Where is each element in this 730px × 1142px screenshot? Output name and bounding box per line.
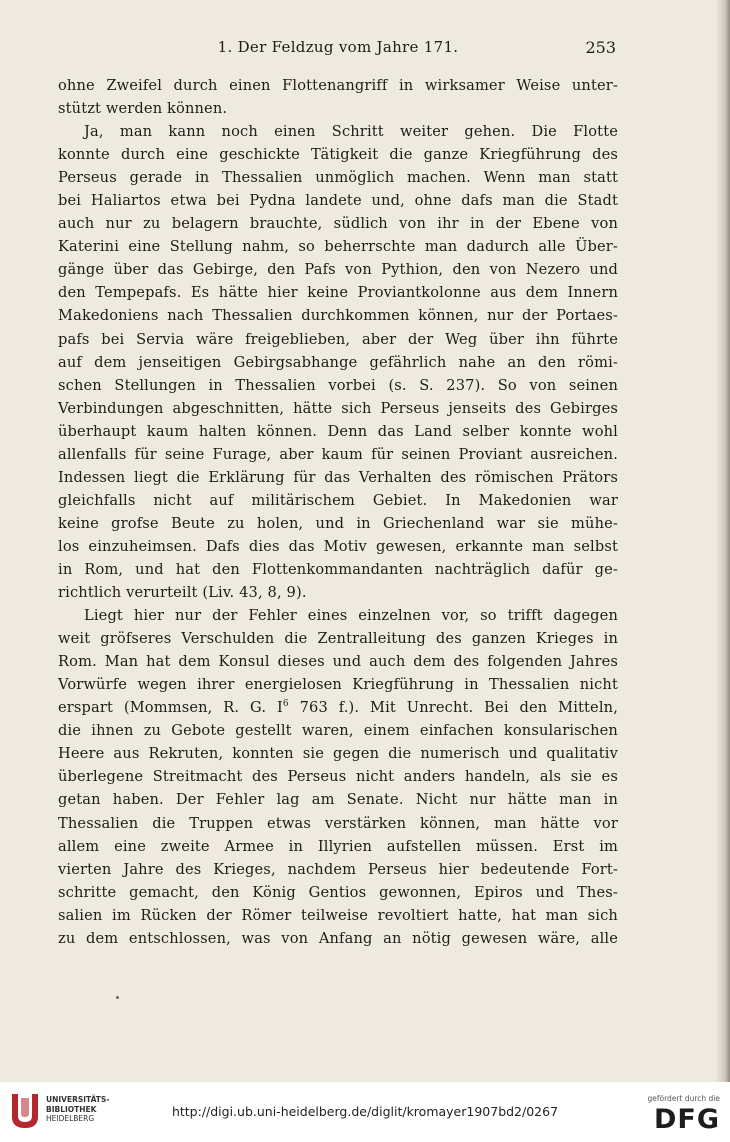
text-line: schritte gemacht, den König Gentios gewonnen, Epiros und Thes-: [58, 883, 618, 901]
text-line: schen Stellungen in Thessalien vorbei (s. S. 237). So von seinen: [58, 376, 618, 394]
text-line: Makedoniens nach Thessalien durchkommen können, nur der Portaes-: [58, 307, 618, 325]
text-line: ohne Zweifel durch einen Flottenangriff in wirksamer Weise unter-: [58, 77, 618, 94]
body-text: [58, 74, 618, 950]
text-line: auf dem jenseitigen Gebirgsabhange gefährlich nahe an den römi-: [58, 353, 618, 371]
library-line: BIBLIOTHEK: [46, 1104, 97, 1114]
text-line: auch nur zu belagern brauchte, südlich von ihr in der Ebene von: [58, 215, 618, 233]
text-line: Indessen liegt die Erklärung für das Verhalten des römischen Prätors: [58, 468, 618, 486]
text-line: weit gröfseres Verschulden die Zentralleitung des ganzen Krieges in: [58, 630, 618, 648]
text-line: Katerini eine Stellung nahm, so beherrschte man dadurch alle Über-: [58, 238, 618, 256]
text-line: überlegene Streitmacht des Perseus nicht anders handeln, als sie es: [58, 768, 618, 786]
text-line: Heere aus Rekruten, konnten sie gegen die numerisch und qualitativ: [58, 745, 618, 763]
text-line: [58, 696, 618, 719]
text-line: keine grofse Beute zu holen, und in Griechenland war sie mühe-: [58, 514, 618, 532]
text-line: salien im Rücken der Römer teilweise revoltiert hatte, hat man sich: [58, 906, 618, 924]
text-line: allenfalls für seine Furage, aber kaum für seinen Proviant ausreichen.: [58, 445, 618, 463]
text-line: vierten Jahre des Krieges, nachdem Perseus hier bedeutende Fort-: [58, 860, 618, 878]
dfg-logo: DFG: [653, 1104, 720, 1135]
page-number: 253: [585, 38, 616, 57]
text-line: Rom. Man hat dem Konsul dieses und auch dem des folgenden Jahres: [58, 653, 618, 671]
text-line: gleichfalls nicht auf militärischem Gebiet. In Makedonien war: [58, 491, 618, 509]
text-line: allem eine zweite Armee in Illyrien aufstellen müssen. Erst im: [58, 837, 618, 855]
text-line: Liegt hier nur der Fehler eines einzelnen vor, so trifft dagegen: [84, 607, 618, 625]
text-line: in Rom, und hat den Flottenkommandanten nachträglich dafür ge-: [58, 560, 618, 578]
paper-speck: [116, 996, 119, 999]
library-line: HEIDELBERG: [46, 1114, 95, 1123]
text-segment: erspart (Mommsen, R. G. I: [58, 699, 283, 717]
running-head: [60, 38, 616, 62]
text-line: richtlich verurteilt (Liv. 43, 8, 9).: [58, 584, 307, 602]
text-segment: 763 f.). Mit Unrecht. Bei den Mitteln,: [288, 699, 618, 717]
text-line: zu dem entschlossen, was von Anfang an nötig gewesen wäre, alle: [58, 929, 618, 947]
edition-superscript: 6: [282, 699, 289, 710]
funding-note: gefördert durch die: [647, 1094, 720, 1103]
library-line: UNIVERSITÄTS-: [46, 1095, 110, 1104]
text-line: bei Haliartos etwa bei Pydna landete und, ohne dafs man die Stadt: [58, 192, 618, 210]
text-line: stützt werden können.: [58, 100, 228, 118]
text-line: Thessalien die Truppen etwas verstärken können, man hätte vor: [58, 814, 618, 832]
text-line: gänge über das Gebirge, den Pafs von Pythion, den von Nezero und: [58, 261, 618, 279]
text-line: die ihnen zu Gebote gestellt waren, einem einfachen konsularischen: [58, 722, 618, 740]
text-line: getan haben. Der Fehler lag am Senate. Nicht nur hätte man in: [58, 791, 618, 809]
permalink-url[interactable]: http://digi.ub.uni-heidelberg.de/diglit/kromayer1907bd2/0267: [171, 1104, 559, 1119]
chapter-title: 1. Der Feldzug vom Jahre 171.: [217, 38, 459, 56]
text-line: konnte durch eine geschickte Tätigkeit die ganze Kriegführung des: [58, 146, 618, 164]
text-line: Ja, man kann noch einen Schritt weiter gehen. Die Flotte: [84, 123, 618, 141]
text-line: überhaupt kaum halten können. Denn das Land selber konnte wohl: [58, 422, 618, 440]
text-line: Perseus gerade in Thessalien unmöglich machen. Wenn man statt: [58, 169, 618, 187]
text-line: den Tempepafs. Es hätte hier keine Proviantkolonne aus dem Innern: [58, 284, 618, 302]
footer-bar: [0, 1082, 730, 1142]
text-line: Vorwürfe wegen ihrer energielosen Kriegführung in Thessalien nicht: [58, 676, 618, 694]
text-line: los einzuheimsen. Dafs dies das Motiv gewesen, erkannte man selbst: [58, 537, 618, 555]
text-line: Verbindungen abgeschnitten, hätte sich Perseus jenseits des Gebirges: [58, 399, 618, 417]
text-line: pafs bei Servia wäre freigeblieben, aber der Weg über ihn führte: [58, 330, 618, 348]
